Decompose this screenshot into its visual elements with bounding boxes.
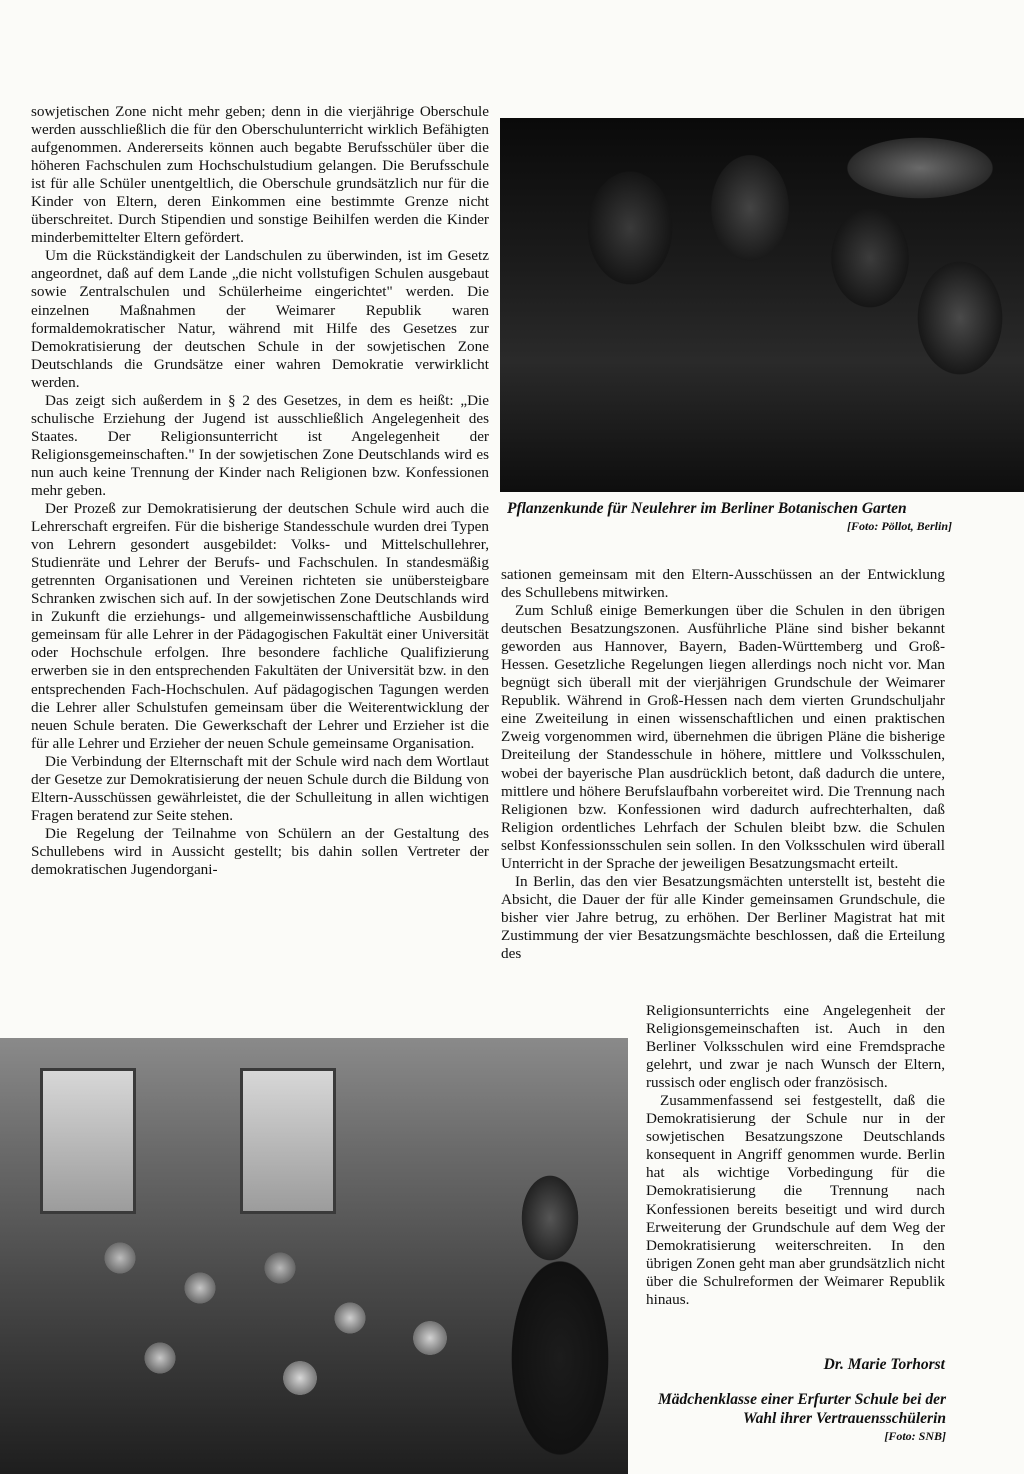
right-column-text <box>501 566 945 963</box>
paragraph: In Berlin, das den vier Besatzungsmächten unterstellt ist, besteht die Absicht, die Dauer der für alle Kinder gemeinsamen Grundschule, die bisher vier Jahre betrug, zu erhöhen. Der Berliner Magistrat hat mit Zustimmung der vier Besatzungsmächte beschlossen, daß die Erteilung des <box>501 872 945 962</box>
photo-botanical-garden <box>500 118 1024 492</box>
photo-credit-bottom: [Foto: SNB] <box>884 1429 946 1443</box>
paragraph: sationen gemeinsam mit den Eltern-Ausschüssen an der Entwicklung des Schullebens mitwirken. <box>501 566 945 602</box>
paragraph: Zum Schluß einige Bemerkungen über die Schulen in den übrigen deutschen Besatzungszonen. Ausführliche Pläne sind bisher bekannt geworden aus Hannover, Bayern, Baden-Württemberg und Groß-Hessen. Gesetzliche Regelungen liegen allerdings noch nicht vor. Man begnügt sich überall mit der vierjährigen Grundschule der Weimarer Republik. Während in Groß-Hessen nach dem vierten Grundschuljahr eine Zweiteilung in einen wissenschaftlichen und einen praktischen Zweig vorgenommen wird, übernehmen die übrigen Pläne die bisherige Dreiteilung der Standesschule in höhere, mittlere und Volksschulen, wobei der bayerische Plan ausdrücklich betont, daß dadurch die untere, mittlere und höhere Berufslaufbahn vorbereitet wird. Die Trennung nach Religionen bzw. Konfessionen wird dadurch aufrechterhalten, daß Religion ordentliches Lehrfach der Schulen bleibt bzw. die Schulen selbst Konfessionsschulen sein sollen. In den Volksschulen wird überall Unterricht in der Sprache der jeweiligen Besatzungsmacht erteilt. <box>501 602 945 872</box>
paragraph: Das zeigt sich außerdem in § 2 des Gesetzes, in dem es heißt: „Die schulische Erziehung der Jugend ist ausschließlich Angelegenheit des Staates. Der Religionsunterricht ist Angelegenheit der Religionsgemeinschaften." In der sowjetischen Zone Deutschlands wird es nun auch keine Trennung der Kinder nach Religionen bzw. Konfessionen mehr geben. <box>31 391 489 499</box>
window-shape <box>240 1068 336 1214</box>
caption-bottom <box>646 1390 946 1444</box>
paragraph: Zusammenfassend sei festgestellt, daß die Demokratisierung der Schule nur in der sowjetischen Besatzungszone Deutschlands konsequent in Angriff genommen wurde. Berlin hat als wichtige Vorbedingung für die Demokratisierung die Trennung nach Konfessionen bereits beseitigt und wird durch Erweiterung der Grundschule auf dem Weg der Demokratisierung weiterschreiten. In den übrigen Zonen geht man aber grundsätzlich nicht über die Schulreformen der Weimarer Republik hinaus. <box>646 1092 945 1308</box>
author-signature: Dr. Marie Torhorst <box>823 1356 945 1373</box>
paragraph: Der Prozeß zur Demokratisierung der deutschen Schule wird auch die Lehrerschaft ergreifen. Für die bisherige Standesschule wurden drei Typen von Lehrern gesondert ausgebildet: Volks- und Mittelschullehrer, Studienräte und Lehrer der Berufs- und Fachschulen. In standesmäßig getrennten Organisationen und Vereinen richteten sie unübersteigbare Schranken zwischen sich auf. In der sowjetischen Zone Deutschlands wird in Zukunft die erziehungs- und allgemeinwissenschaftliche Ausbildung gemeinsam für alle Lehrer in der Pädagogischen Fakultät einer Universität oder Hochschule erfolgen. Ihre besondere fachliche Qualifizierung erwerben sie in den entsprechenden Fakultäten der Universität bzw. in den entsprechenden Fach-Hochschulen. Auf pädagogischen Tagungen werden die Lehrer aller Schulstufen gemeinsam über die Weiterentwicklung der neuen Schule beraten. Die Gewerkschaft der Lehrer und Erzieher ist die für alle Lehrer und Erzieher der neuen Schule gemeinsame Organisation. <box>31 500 489 752</box>
caption-bottom-text: Mädchenklasse einer Erfurter Schule bei der Wahl ihrer Vertrauensschülerin <box>657 1391 946 1427</box>
photo-credit-top: [Foto: Pöllot, Berlin] <box>847 519 952 533</box>
paragraph: Die Regelung der Teilnahme von Schülern an der Gestaltung des Schullebens wird in Aussicht gestellt; bis dahin sollen Vertreter der demokratischen Jugendorgani- <box>31 824 489 878</box>
photo-classroom <box>0 1038 628 1474</box>
paragraph: Religionsunterrichts eine Angelegenheit der Religionsgemeinschaften ist. Auch in den Berliner Volksschulen wird eine Fremdsprache gelehrt, und zwar je nach Wunsch der Eltern, russisch oder englisch oder französisch. <box>646 1002 945 1092</box>
paragraph: Die Verbindung der Elternschaft mit der Schule wird nach dem Wortlaut der Gesetze zur Demokratisierung der neuen Schule durch die Bildung von Eltern-Ausschüssen gewährleistet, die der Schulleitung in allen wichtigen Fragen beratend zur Seite stehen. <box>31 752 489 824</box>
right-bottom-column-text <box>646 1002 945 1309</box>
paragraph: sowjetischen Zone nicht mehr geben; denn in die vierjährige Oberschule werden ausschließlich die für den Oberschulunterricht wirklich Befähigten aufgenommen. Andererseits können auch begabte Berufsschüler über die höheren Fachschulen zum Hochschulstudium gelangen. Die Berufsschule ist für alle Schüler unentgeltlich, die Oberschule grundsätzlich nur für die Kinder von Eltern, deren Einkommen eine bestimmte Grenze nicht überschreitet. Durch Stipendien und sonstige Beihilfen werden die Kinder minderbemittelter Eltern gefördert. <box>31 103 489 247</box>
left-column-text <box>31 103 489 879</box>
caption-top <box>507 499 952 534</box>
caption-top-text: Pflanzenkunde für Neulehrer im Berliner Botanischen Garten <box>507 500 907 517</box>
paragraph: Um die Rückständigkeit der Landschulen zu überwinden, ist im Gesetz angeordnet, daß auf dem Lande „die nicht vollstufigen Schulen ausgebaut sowie Zentralschulen und Schülerheime eingerichtet" werden. Die einzelnen Maßnahmen der Weimarer Republik waren formaldemokratischer Natur, während mit Hilfe des Gesetzes zur Demokratisierung der deutschen Schule in der sowjetischen Zone Deutschlands die Grundsätze einer wahren Demokratie verwirklicht werden. <box>31 247 489 391</box>
window-shape <box>40 1068 136 1214</box>
